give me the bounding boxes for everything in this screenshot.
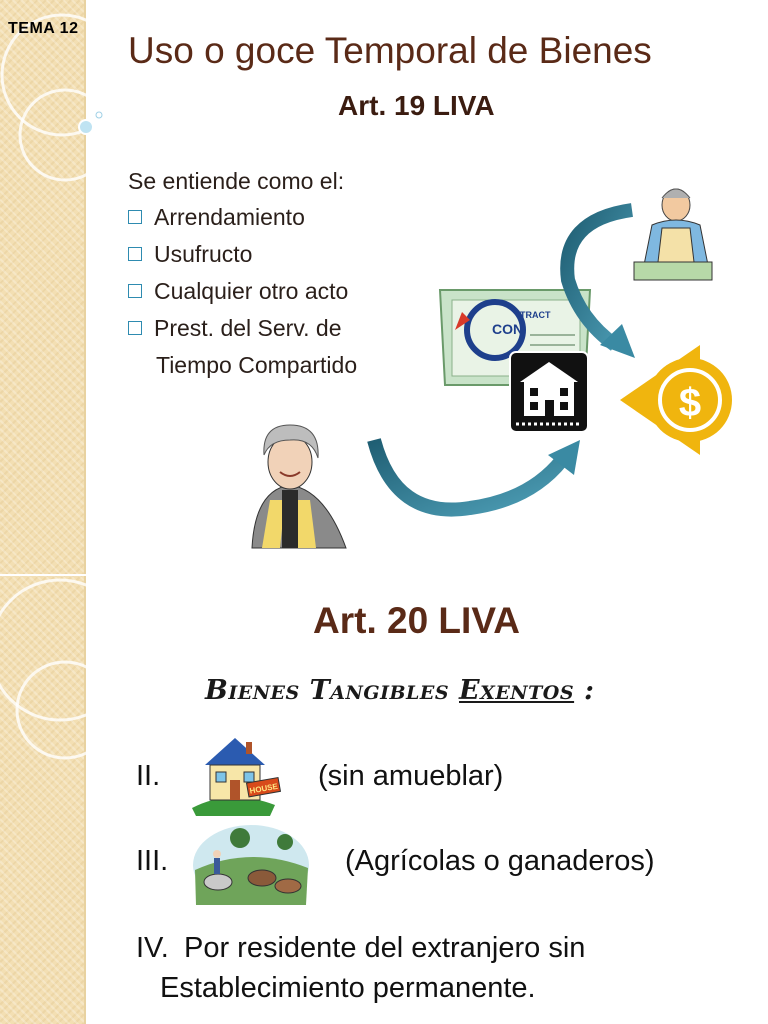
subtitle-colon: : bbox=[574, 675, 595, 706]
house-sign-label: HOUSE bbox=[248, 781, 279, 796]
currency-symbol: $ bbox=[678, 381, 702, 425]
item-text: (Agrícolas o ganaderos) bbox=[345, 845, 655, 877]
article-20-heading: Art. 20 LIVA bbox=[313, 600, 520, 641]
subtitle-emphasis: Exentos bbox=[459, 675, 575, 706]
slide-topic-label: TEMA 12 bbox=[8, 20, 79, 37]
list-item-label: Prest. del Serv. de bbox=[154, 315, 342, 341]
item-text-continuation: Establecimiento permanente. bbox=[160, 972, 536, 1004]
contract-label: CON bbox=[492, 321, 524, 337]
list-item-label: Usufructo bbox=[154, 241, 253, 267]
contract-label-2: TRACT bbox=[520, 310, 551, 320]
list-item-label: Cualquier otro acto bbox=[154, 278, 349, 304]
page-title: Uso o goce Temporal de Bienes bbox=[128, 30, 652, 71]
intro-text: Se entiende como el: bbox=[128, 168, 345, 194]
house-for-sale-icon bbox=[192, 738, 280, 816]
item-number: IV. bbox=[136, 932, 169, 964]
item-number: III. bbox=[136, 845, 169, 877]
list-item-label: Arrendamiento bbox=[154, 204, 305, 230]
subtitle-text: Bienes Tangibles bbox=[205, 675, 459, 706]
article-19-heading: Art. 19 LIVA bbox=[338, 90, 495, 121]
farm-livestock-icon bbox=[193, 825, 309, 905]
item-number: II. bbox=[136, 760, 161, 792]
list-item-continuation: Tiempo Compartido bbox=[156, 352, 358, 378]
item-text: Por residente del extranjero sin bbox=[184, 932, 586, 964]
item-text: (sin amueblar) bbox=[318, 760, 504, 792]
